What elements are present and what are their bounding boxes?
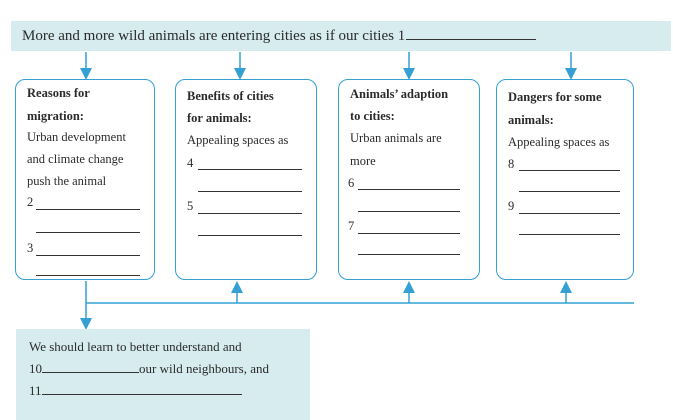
blank-9a[interactable] xyxy=(519,213,620,214)
box-heading-line1: Animals’ adaption xyxy=(350,87,449,101)
blank-3b[interactable] xyxy=(36,275,140,276)
blank-number-2: 2 xyxy=(27,195,34,209)
box-text-line2: more xyxy=(350,154,376,168)
blank-4b[interactable] xyxy=(198,191,302,192)
blank-3a[interactable] xyxy=(36,255,140,256)
box-text-line1: Urban animals are xyxy=(350,131,442,145)
box-adaption xyxy=(338,79,480,280)
blank-number-8: 8 xyxy=(508,157,515,171)
box-benefits xyxy=(175,79,317,280)
conclusion-box xyxy=(16,329,310,420)
blank-number-3: 3 xyxy=(27,241,34,255)
blank-10[interactable] xyxy=(42,362,139,373)
blank-number-4: 4 xyxy=(187,156,194,170)
blank-1[interactable] xyxy=(406,29,536,40)
title-statement xyxy=(11,21,671,51)
blank-4a[interactable] xyxy=(198,169,302,170)
blank-5b[interactable] xyxy=(198,235,302,236)
blank-number-11: 11 xyxy=(29,383,42,398)
blank-2b[interactable] xyxy=(36,232,140,233)
box-text-line1: Appealing spaces as xyxy=(508,135,610,149)
box-heading-line2: for animals: xyxy=(187,111,252,125)
box-text-line2: and climate change xyxy=(27,152,124,166)
blank-5a[interactable] xyxy=(198,213,302,214)
box-reasons xyxy=(15,79,155,280)
box-heading-line1: Benefits of cities xyxy=(187,89,274,103)
blank-6b[interactable] xyxy=(358,211,460,212)
box-text-line3: push the animal xyxy=(27,174,107,188)
blank-7b[interactable] xyxy=(358,254,460,255)
box-dangers xyxy=(496,79,634,280)
box-heading-line2: animals: xyxy=(508,113,554,127)
blank-6a[interactable] xyxy=(358,189,460,190)
conclusion-line1: We should learn to better understand and xyxy=(29,339,242,354)
blank-11[interactable] xyxy=(42,384,242,395)
conclusion-line3 xyxy=(29,383,242,399)
blank-9b[interactable] xyxy=(519,234,620,235)
box-heading-line2: to cities: xyxy=(350,109,395,123)
title-text: More and more wild animals are entering cities as if our cities 1 xyxy=(22,28,406,44)
blank-7a[interactable] xyxy=(358,233,460,234)
blank-number-10: 10 xyxy=(29,361,42,376)
box-heading-line1: Dangers for some xyxy=(508,90,602,104)
box-heading-line2: migration: xyxy=(27,109,84,123)
blank-2a[interactable] xyxy=(36,209,140,210)
blank-number-7: 7 xyxy=(348,219,355,233)
blank-8a[interactable] xyxy=(519,170,620,171)
conclusion-line2-text: our wild neighbours, and xyxy=(139,361,269,376)
box-heading-line1: Reasons for xyxy=(27,86,90,100)
conclusion-line2 xyxy=(29,361,269,377)
blank-8b[interactable] xyxy=(519,191,620,192)
blank-number-6: 6 xyxy=(348,176,355,190)
box-text-line1: Appealing spaces as xyxy=(187,133,289,147)
blank-number-5: 5 xyxy=(187,199,194,213)
blank-number-9: 9 xyxy=(508,199,515,213)
box-text-line1: Urban development xyxy=(27,130,126,144)
